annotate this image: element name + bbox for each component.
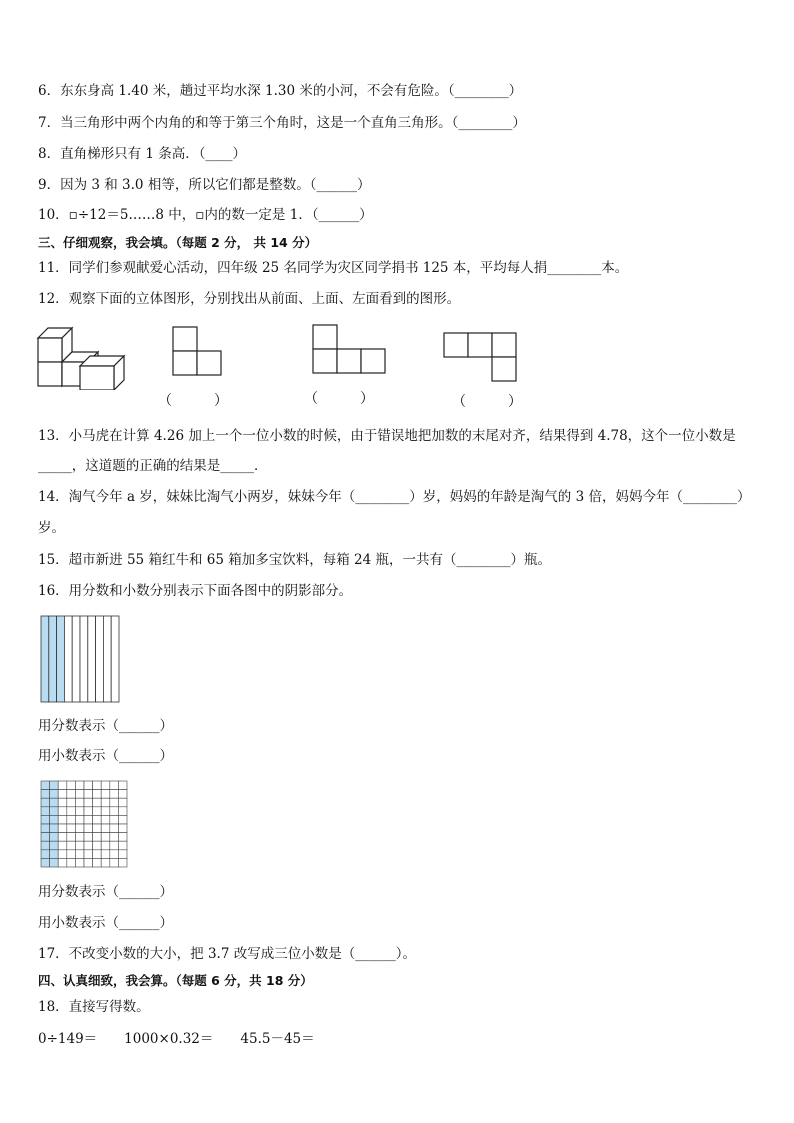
grid-cell <box>118 850 127 859</box>
shaded-cell <box>41 858 50 867</box>
grid-cell <box>75 841 84 850</box>
grid-cell <box>118 858 127 867</box>
grid-cell <box>67 815 76 824</box>
question-7: 7．当三角形中两个内角的和等于第三个角时，这是一个直角三角形。（________） <box>38 115 526 131</box>
figure-2-fraction-answer: 用分数表示（______） <box>38 884 173 900</box>
grid-cell <box>75 824 84 833</box>
grid-cell <box>67 798 76 807</box>
grid-cell <box>58 833 67 842</box>
grid-cell <box>118 790 127 799</box>
grid-cell <box>93 790 102 799</box>
shaded-cell <box>50 833 59 842</box>
calculation-row: 0÷149＝ 1000×0.32＝ 45.5－45＝ <box>38 1031 315 1047</box>
shaded-cell <box>41 781 50 790</box>
grid-cell <box>93 824 102 833</box>
view-shape-3 <box>443 332 521 384</box>
grid-cell <box>118 833 127 842</box>
grid-cell <box>75 858 84 867</box>
cube-stack-figure <box>36 326 128 390</box>
grid-cell <box>84 798 93 807</box>
shaded-cell <box>50 841 59 850</box>
strip-fraction-figure <box>40 615 120 707</box>
shaded-cell <box>50 858 59 867</box>
grid-cell <box>58 850 67 859</box>
question-14-line-2: 岁。 <box>38 520 65 536</box>
shaded-strip <box>57 616 65 702</box>
grid-cell <box>75 781 84 790</box>
grid-cell <box>110 807 119 816</box>
strip <box>103 616 111 702</box>
grid-cell <box>93 815 102 824</box>
grid-cell <box>67 833 76 842</box>
shaded-cell <box>50 824 59 833</box>
grid-cell <box>58 781 67 790</box>
grid-cell <box>58 841 67 850</box>
grid-cell <box>84 781 93 790</box>
grid-cell <box>110 850 119 859</box>
strip <box>111 616 119 702</box>
grid-cell <box>118 798 127 807</box>
shaded-cell <box>50 807 59 816</box>
grid-cell <box>118 815 127 824</box>
figure-1-fraction-answer: 用分数表示（______） <box>38 718 173 734</box>
shaded-strip <box>49 616 57 702</box>
grid-cell <box>58 798 67 807</box>
grid-cell <box>84 790 93 799</box>
shaded-cell <box>41 790 50 799</box>
grid-cell <box>84 807 93 816</box>
grid-cell <box>67 858 76 867</box>
shaded-cell <box>50 798 59 807</box>
grid-cell <box>101 850 110 859</box>
grid-cell <box>93 833 102 842</box>
question-11: 11．同学们参观献爱心活动，四年级 25 名同学为灾区同学捐书 125 本，平均每人捐________本。 <box>38 260 629 276</box>
grid-cell <box>84 858 93 867</box>
grid-cell <box>58 824 67 833</box>
grid-cell <box>110 833 119 842</box>
answer-paren-1[interactable]: （ ） <box>158 393 228 409</box>
grid-cell <box>67 841 76 850</box>
grid-cell <box>75 807 84 816</box>
question-18: 18．直接写得数。 <box>38 999 150 1015</box>
grid-cell <box>67 824 76 833</box>
question-8: 8．直角梯形只有 1 条高．（____） <box>38 146 247 162</box>
grid-cell <box>93 798 102 807</box>
grid-cell <box>101 798 110 807</box>
strip <box>64 616 72 702</box>
grid-cell <box>75 833 84 842</box>
question-6: 6．东东身高 1.40 米，趟过平均水深 1.30 米的小河，不会有危险。（________） <box>38 83 523 99</box>
grid-cell <box>101 824 110 833</box>
grid-cell <box>84 824 93 833</box>
shaded-cell <box>50 790 59 799</box>
grid-cell <box>67 807 76 816</box>
strip <box>88 616 96 702</box>
grid-cell <box>93 858 102 867</box>
answer-paren-3[interactable]: （ ） <box>452 394 522 410</box>
strip <box>72 616 80 702</box>
grid-cell <box>75 790 84 799</box>
grid-cell <box>101 790 110 799</box>
view-shape-2 <box>312 324 390 376</box>
grid-cell <box>75 815 84 824</box>
grid-cell <box>67 850 76 859</box>
grid-cell <box>75 850 84 859</box>
grid-cell <box>67 790 76 799</box>
grid-cell <box>67 781 76 790</box>
answer-paren-2[interactable]: （ ） <box>304 391 374 407</box>
grid-cell <box>118 841 127 850</box>
grid-cell <box>93 781 102 790</box>
grid-cell <box>101 815 110 824</box>
section-3-heading: 三、仔细观察，我会填。（每题 2 分， 共 14 分） <box>38 235 318 250</box>
strip <box>80 616 88 702</box>
shaded-cell <box>50 815 59 824</box>
grid-cell <box>93 850 102 859</box>
grid-cell <box>110 841 119 850</box>
grid-cell <box>84 850 93 859</box>
grid-cell <box>118 824 127 833</box>
shaded-cell <box>41 833 50 842</box>
shaded-strip <box>41 616 49 702</box>
grid-cell <box>93 841 102 850</box>
question-9: 9．因为 3 和 3.0 相等，所以它们都是整数。（______） <box>38 177 371 193</box>
shaded-cell <box>50 781 59 790</box>
grid-cell <box>101 781 110 790</box>
grid-cell <box>58 807 67 816</box>
question-14-line-1: 14．淘气今年 a 岁，妹妹比淘气小两岁，妹妹今年（________）岁，妈妈的年龄是淘气的 3 倍，妈妈今年（________） <box>38 489 751 505</box>
grid-cell <box>110 858 119 867</box>
grid-cell <box>110 798 119 807</box>
grid-cell <box>101 807 110 816</box>
question-16: 16．用分数和小数分别表示下面各图中的阴影部分。 <box>38 583 353 599</box>
grid-cell <box>84 815 93 824</box>
grid-cell <box>110 781 119 790</box>
hundred-grid-figure <box>40 780 128 872</box>
grid-cell <box>93 807 102 816</box>
question-17: 17．不改变小数的大小，把 3.7 改写成三位小数是（______）。 <box>38 946 416 962</box>
question-13-line-2: _____，这道题的正确的结果是_____． <box>38 458 268 474</box>
view-shape-1 <box>172 326 226 380</box>
shaded-cell <box>41 850 50 859</box>
shaded-cell <box>41 798 50 807</box>
grid-cell <box>118 807 127 816</box>
shaded-cell <box>41 815 50 824</box>
question-15: 15．超市新进 55 箱红牛和 65 箱加多宝饮料，每箱 24 瓶，一共有（________）瓶。 <box>38 552 551 568</box>
grid-cell <box>110 815 119 824</box>
grid-cell <box>75 798 84 807</box>
shaded-cell <box>41 807 50 816</box>
grid-cell <box>101 833 110 842</box>
grid-cell <box>58 790 67 799</box>
shaded-cell <box>41 841 50 850</box>
shaded-cell <box>50 850 59 859</box>
question-12: 12．观察下面的立体图形，分别找出从前面、上面、左面看到的图形。 <box>38 291 461 307</box>
shaded-cell <box>41 824 50 833</box>
strip <box>96 616 104 702</box>
grid-cell <box>110 790 119 799</box>
figure-1-decimal-answer: 用小数表示（______） <box>38 748 173 764</box>
grid-cell <box>110 824 119 833</box>
grid-cell <box>84 841 93 850</box>
section-4-heading: 四、认真细致，我会算。（每题 6 分，共 18 分） <box>38 973 313 988</box>
grid-cell <box>101 858 110 867</box>
question-10: 10．▫÷12＝5……8 中，▫内的数一定是 1．（______） <box>38 207 373 223</box>
figure-2-decimal-answer: 用小数表示（______） <box>38 915 173 931</box>
grid-cell <box>58 858 67 867</box>
grid-cell <box>118 781 127 790</box>
question-13-line-1: 13．小马虎在计算 4.26 加上一个一位小数的时候，由于错误地把加数的末尾对齐，结果得到 4.78，这个一位小数是 <box>38 428 736 444</box>
grid-cell <box>84 833 93 842</box>
grid-cell <box>101 841 110 850</box>
grid-cell <box>58 815 67 824</box>
